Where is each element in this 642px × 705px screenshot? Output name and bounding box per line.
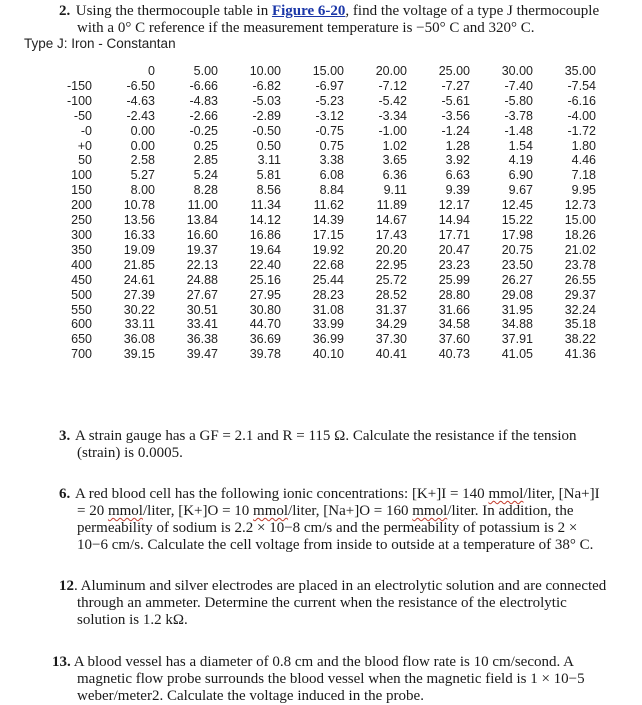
- table-cell-voltage: 11.89: [376, 198, 407, 213]
- table-cell-voltage: -3.78: [504, 108, 533, 123]
- table-cell-voltage: 24.88: [186, 272, 218, 287]
- table-caption: Type J: Iron - Constantan: [24, 36, 176, 51]
- table-cell-voltage: 1.28: [445, 138, 470, 153]
- table-row: [40, 332, 596, 347]
- table-row: [40, 124, 596, 139]
- spellcheck-word: mmol: [107, 503, 143, 519]
- table-cell-voltage: -6.50: [126, 78, 155, 93]
- row-label-temperature: 500: [71, 287, 92, 302]
- row-label-temperature: -50: [73, 108, 92, 123]
- table-cell-voltage: 24.61: [123, 272, 155, 287]
- table-cell-voltage: 17.71: [438, 227, 470, 242]
- problem-2-line-1: 2. Using the thermocouple table in Figure 6-20, find the voltage of a type J thermocouple: [59, 3, 600, 19]
- column-header: 10.00: [249, 64, 281, 78]
- table-cell-voltage: -3.34: [378, 108, 407, 123]
- table-cell-voltage: 16.60: [186, 227, 218, 242]
- table-cell-voltage: 31.37: [375, 302, 407, 317]
- table-cell-voltage: 12.73: [564, 198, 596, 213]
- problem-13-line-2: magnetic flow probe surrounds the blood vessel when the magnetic field is 1 × 10−5: [77, 671, 585, 687]
- column-header: 15.00: [312, 64, 344, 78]
- problem-3: [59, 428, 634, 462]
- table-cell-voltage: 36.69: [249, 332, 281, 347]
- table-cell-voltage: 33.99: [312, 317, 344, 332]
- table-cell-voltage: 14.39: [312, 213, 344, 228]
- problem-3-line-1: 3. A strain gauge has a GF = 2.1 and R = 115 Ω. Calculate the resistance if the tension: [59, 428, 577, 444]
- table-cell-voltage: 7.18: [571, 168, 596, 183]
- table-cell-voltage: 23.23: [438, 257, 470, 272]
- table-row: [40, 139, 596, 154]
- table-cell-voltage: 20.20: [375, 242, 407, 257]
- table-cell-voltage: 30.22: [123, 302, 155, 317]
- table-cell-voltage: 31.95: [501, 302, 533, 317]
- table-cell-voltage: 11.62: [313, 198, 344, 213]
- column-header: [40, 64, 92, 79]
- spellcheck-word: mmol: [412, 503, 448, 519]
- table-cell-voltage: 1.80: [571, 138, 596, 153]
- problem-2: [59, 3, 634, 37]
- table-cell-voltage: 19.37: [186, 242, 218, 257]
- problem-6-line-2: = 20 mmol/liter, [K+]O = 10 mmol/liter, [Na+]O = 160 mmol/liter. In addition, the: [77, 503, 574, 519]
- table-cell-voltage: -0.25: [189, 123, 218, 138]
- table-cell-voltage: 41.05: [501, 347, 533, 362]
- table-cell-voltage: 40.73: [438, 347, 470, 362]
- row-label-temperature: 700: [71, 347, 92, 362]
- table-cell-voltage: -6.66: [189, 78, 218, 93]
- row-label-temperature: 150: [71, 183, 92, 198]
- table-cell-voltage: 26.55: [564, 272, 596, 287]
- row-label-temperature: 250: [71, 213, 92, 228]
- table-cell-voltage: 15.22: [501, 213, 533, 228]
- table-cell-voltage: 39.78: [249, 347, 281, 362]
- table-cell-voltage: 13.56: [123, 213, 155, 228]
- column-header: 25.00: [438, 64, 470, 78]
- table-cell-voltage: 8.56: [256, 183, 281, 198]
- table-cell-voltage: 14.12: [249, 213, 281, 228]
- table-cell-voltage: -3.56: [441, 108, 470, 123]
- table-cell-voltage: 9.39: [445, 183, 470, 198]
- table-cell-voltage: -4.83: [189, 93, 218, 108]
- table-cell-voltage: -5.42: [378, 93, 407, 108]
- column-header: 30.00: [501, 64, 533, 78]
- table-cell-voltage: 25.44: [312, 272, 344, 287]
- table-cell-voltage: 25.72: [375, 272, 407, 287]
- table-cell-voltage: 39.15: [123, 347, 155, 362]
- table-cell-voltage: -5.03: [252, 93, 281, 108]
- table-cell-voltage: 39.47: [186, 347, 218, 362]
- table-cell-voltage: 14.67: [375, 213, 407, 228]
- column-header: 20.00: [375, 64, 407, 78]
- row-label-temperature: 300: [71, 227, 92, 242]
- table-cell-voltage: -2.89: [252, 108, 281, 123]
- table-cell-voltage: 4.46: [571, 153, 596, 168]
- table-cell-voltage: 29.08: [501, 287, 533, 302]
- table-cell-voltage: 4.19: [508, 153, 533, 168]
- table-cell-voltage: 0.25: [193, 138, 218, 153]
- problem-number: 3.: [59, 428, 71, 444]
- table-cell-voltage: 10.78: [123, 198, 155, 213]
- table-cell-voltage: 2.58: [130, 153, 155, 168]
- table-cell-voltage: -1.72: [567, 123, 596, 138]
- table-cell-voltage: 40.41: [375, 347, 407, 362]
- table-cell-voltage: 5.27: [130, 168, 155, 183]
- table-row: [40, 183, 596, 198]
- table-cell-voltage: 31.66: [438, 302, 470, 317]
- problem-12: [59, 578, 634, 629]
- problem-6-line-4: 10−6 cm/s. Calculate the cell voltage from inside to outside at a temperature of 38° C.: [77, 537, 594, 553]
- table-cell-voltage: 6.36: [382, 168, 407, 183]
- table-cell-voltage: 15.00: [564, 213, 596, 228]
- problem-12-line-2: through an ammeter. Determine the current when the resistance of the electrolytic: [77, 595, 567, 611]
- problem-13-line-3: weber/meter2. Calculate the voltage induced in the probe.: [77, 688, 424, 704]
- table-cell-voltage: -4.00: [567, 108, 596, 123]
- table-cell-voltage: 20.47: [438, 242, 470, 257]
- table-cell-voltage: 19.64: [249, 242, 281, 257]
- table-cell-voltage: 12.17: [438, 198, 470, 213]
- table-cell-voltage: 5.24: [193, 168, 218, 183]
- table-cell-voltage: -2.43: [126, 108, 155, 123]
- column-header: 35.00: [564, 64, 596, 78]
- table-cell-voltage: -2.66: [189, 108, 218, 123]
- table-cell-voltage: 11.34: [250, 198, 281, 213]
- table-cell-voltage: 13.84: [186, 213, 218, 228]
- problem-6-line-3: permeability of sodium is 2.2 × 10−8 cm/s and the permeability of potassium is 2 ×: [77, 520, 578, 536]
- row-label-temperature: -150: [66, 78, 92, 93]
- table-cell-voltage: 18.26: [564, 227, 596, 242]
- table-cell-voltage: 0.00: [130, 138, 155, 153]
- row-label-temperature: +0: [77, 138, 92, 153]
- column-header: 5.00: [193, 64, 218, 78]
- table-cell-voltage: 22.40: [249, 257, 281, 272]
- table-cell-voltage: -5.61: [441, 93, 470, 108]
- table-cell-voltage: 26.27: [501, 272, 533, 287]
- table-cell-voltage: -7.12: [378, 78, 407, 93]
- table-cell-voltage: -7.40: [504, 78, 533, 93]
- problem-3-line-2: (strain) is 0.0005.: [77, 445, 183, 461]
- spellcheck-word: mmol: [253, 503, 289, 519]
- table-cell-voltage: 34.29: [375, 317, 407, 332]
- table-row: [40, 288, 596, 303]
- problem-number: 12: [59, 578, 74, 594]
- table-cell-voltage: 36.99: [312, 332, 344, 347]
- table-cell-voltage: -7.54: [567, 78, 596, 93]
- table-cell-voltage: 37.91: [501, 332, 533, 347]
- table-cell-voltage: 6.63: [445, 168, 470, 183]
- table-cell-voltage: -3.12: [315, 108, 344, 123]
- row-label-temperature: 600: [71, 317, 92, 332]
- table-header-row: [40, 64, 596, 79]
- table-cell-voltage: 12.45: [501, 198, 533, 213]
- table-cell-voltage: 27.95: [249, 287, 281, 302]
- table-cell-voltage: 29.37: [564, 287, 596, 302]
- table-cell-voltage: 14.94: [438, 213, 470, 228]
- table-row: [40, 168, 596, 183]
- problem-number: 13.: [52, 654, 71, 670]
- table-cell-voltage: 9.95: [571, 183, 596, 198]
- table-cell-voltage: 21.02: [564, 242, 596, 257]
- table-cell-voltage: -6.82: [252, 78, 281, 93]
- table-cell-voltage: 16.33: [123, 227, 155, 242]
- table-cell-voltage: 27.67: [186, 287, 218, 302]
- table-cell-voltage: 1.54: [508, 138, 533, 153]
- table-cell-voltage: 37.60: [438, 332, 470, 347]
- table-cell-voltage: 28.80: [438, 287, 470, 302]
- spellcheck-word: mmol: [488, 486, 524, 502]
- table-cell-voltage: 3.65: [382, 153, 407, 168]
- table-row: [40, 317, 596, 332]
- table-row: [40, 228, 596, 243]
- table-cell-voltage: -4.63: [126, 93, 155, 108]
- thermocouple-table: [40, 64, 596, 362]
- table-cell-voltage: -5.80: [504, 93, 533, 108]
- table-cell-voltage: 38.22: [564, 332, 596, 347]
- problem-13: [52, 654, 627, 705]
- table-cell-voltage: 37.30: [375, 332, 407, 347]
- table-cell-voltage: 22.95: [375, 257, 407, 272]
- table-cell-voltage: 19.92: [312, 242, 344, 257]
- table-cell-voltage: 35.18: [564, 317, 596, 332]
- table-cell-voltage: 23.50: [501, 257, 533, 272]
- table-cell-voltage: 8.84: [319, 183, 344, 198]
- table-cell-voltage: 33.11: [124, 317, 155, 332]
- table-cell-voltage: 28.23: [312, 287, 344, 302]
- table-cell-voltage: 25.16: [249, 272, 281, 287]
- problem-2-line-2: with a 0° C reference if the measurement temperature is −50° C and 320° C.: [77, 20, 535, 36]
- table-cell-voltage: 9.67: [508, 183, 533, 198]
- table-cell-voltage: 17.98: [501, 227, 533, 242]
- table-cell-voltage: 6.90: [508, 168, 533, 183]
- table-row: [40, 347, 596, 362]
- row-label-temperature: -100: [66, 93, 92, 108]
- table-row: [40, 273, 596, 288]
- row-label-temperature: -0: [80, 123, 92, 138]
- table-cell-voltage: 21.85: [123, 257, 155, 272]
- table-cell-voltage: 17.15: [312, 227, 344, 242]
- table-row: [40, 243, 596, 258]
- problem-6-line-1: 6. A red blood cell has the following ionic concentrations: [K+]I = 140 mmol/liter, [Na+]I: [59, 486, 600, 502]
- table-cell-voltage: -5.23: [315, 93, 344, 108]
- row-label-temperature: 450: [71, 272, 92, 287]
- table-row: [40, 94, 596, 109]
- problem-number: 6.: [59, 486, 71, 502]
- table-cell-voltage: 40.10: [312, 347, 344, 362]
- table-cell-voltage: -1.24: [441, 123, 470, 138]
- problem-12-line-1: 12. Aluminum and silver electrodes are placed in an electrolytic solution and are connected: [59, 578, 607, 594]
- table-cell-voltage: 8.28: [193, 183, 218, 198]
- table-row: [40, 198, 596, 213]
- problem-12-line-3: solution is 1.2 kΩ.: [77, 612, 188, 628]
- row-label-temperature: 650: [71, 332, 92, 347]
- row-label-temperature: 350: [71, 242, 92, 257]
- table-cell-voltage: 33.41: [186, 317, 218, 332]
- table-cell-voltage: 25.99: [438, 272, 470, 287]
- row-label-temperature: 200: [71, 198, 92, 213]
- table-cell-voltage: 36.08: [123, 332, 155, 347]
- table-cell-voltage: -0.75: [315, 123, 344, 138]
- problem-6: [59, 486, 634, 554]
- table-cell-voltage: -0.50: [252, 123, 281, 138]
- table-cell-voltage: 16.86: [249, 227, 281, 242]
- table-cell-voltage: 3.11: [257, 153, 281, 168]
- table-cell-voltage: 0.75: [319, 138, 344, 153]
- table-cell-voltage: 2.85: [193, 153, 218, 168]
- table-body: [40, 79, 596, 362]
- table-cell-voltage: 11.00: [187, 198, 218, 213]
- table-cell-voltage: 30.80: [249, 302, 281, 317]
- table-cell-voltage: 3.92: [445, 153, 470, 168]
- table-cell-voltage: 31.08: [312, 302, 344, 317]
- table-cell-voltage: 36.38: [186, 332, 218, 347]
- table-row: [40, 79, 596, 94]
- table-cell-voltage: 22.68: [312, 257, 344, 272]
- figure-6-20-link[interactable]: Figure 6-20: [271, 3, 346, 19]
- table-cell-voltage: 8.00: [130, 183, 155, 198]
- table-cell-voltage: 22.13: [186, 257, 218, 272]
- table-cell-voltage: -6.16: [567, 93, 596, 108]
- table-cell-voltage: 6.08: [319, 168, 344, 183]
- problem-number: 2.: [59, 3, 71, 19]
- table-cell-voltage: 23.78: [564, 257, 596, 272]
- table-cell-voltage: -6.97: [315, 78, 344, 93]
- table-cell-voltage: -7.27: [441, 78, 470, 93]
- table-cell-voltage: 32.24: [564, 302, 596, 317]
- row-label-temperature: 50: [78, 153, 92, 168]
- table-cell-voltage: 17.43: [375, 227, 407, 242]
- table-cell-voltage: 1.02: [382, 138, 407, 153]
- row-label-temperature: 550: [71, 302, 92, 317]
- table-cell-voltage: 28.52: [375, 287, 407, 302]
- table-cell-voltage: -1.48: [504, 123, 533, 138]
- table-row: [40, 303, 596, 318]
- table-row: [40, 109, 596, 124]
- table-cell-voltage: 34.88: [501, 317, 533, 332]
- row-label-temperature: 400: [71, 257, 92, 272]
- problem-13-line-1: 13. A blood vessel has a diameter of 0.8 cm and the blood flow rate is 10 cm/second. A: [52, 654, 574, 670]
- table-row: [40, 153, 596, 168]
- table-cell-voltage: 0.50: [256, 138, 281, 153]
- table-row: [40, 258, 596, 273]
- table-cell-voltage: 19.09: [123, 242, 155, 257]
- column-header: 0: [148, 64, 155, 78]
- table-cell-voltage: 30.51: [186, 302, 218, 317]
- table-cell-voltage: 34.58: [438, 317, 470, 332]
- table-cell-voltage: 9.11: [383, 183, 407, 198]
- table-cell-voltage: 44.70: [249, 317, 281, 332]
- table-cell-voltage: 27.39: [123, 287, 155, 302]
- table-row: [40, 213, 596, 228]
- table-cell-voltage: 5.81: [256, 168, 281, 183]
- table-cell-voltage: -1.00: [378, 123, 407, 138]
- table-cell-voltage: 20.75: [501, 242, 533, 257]
- table-cell-voltage: 3.38: [319, 153, 344, 168]
- row-label-temperature: 100: [71, 168, 92, 183]
- table-cell-voltage: 41.36: [564, 347, 596, 362]
- table-cell-voltage: 0.00: [130, 123, 155, 138]
